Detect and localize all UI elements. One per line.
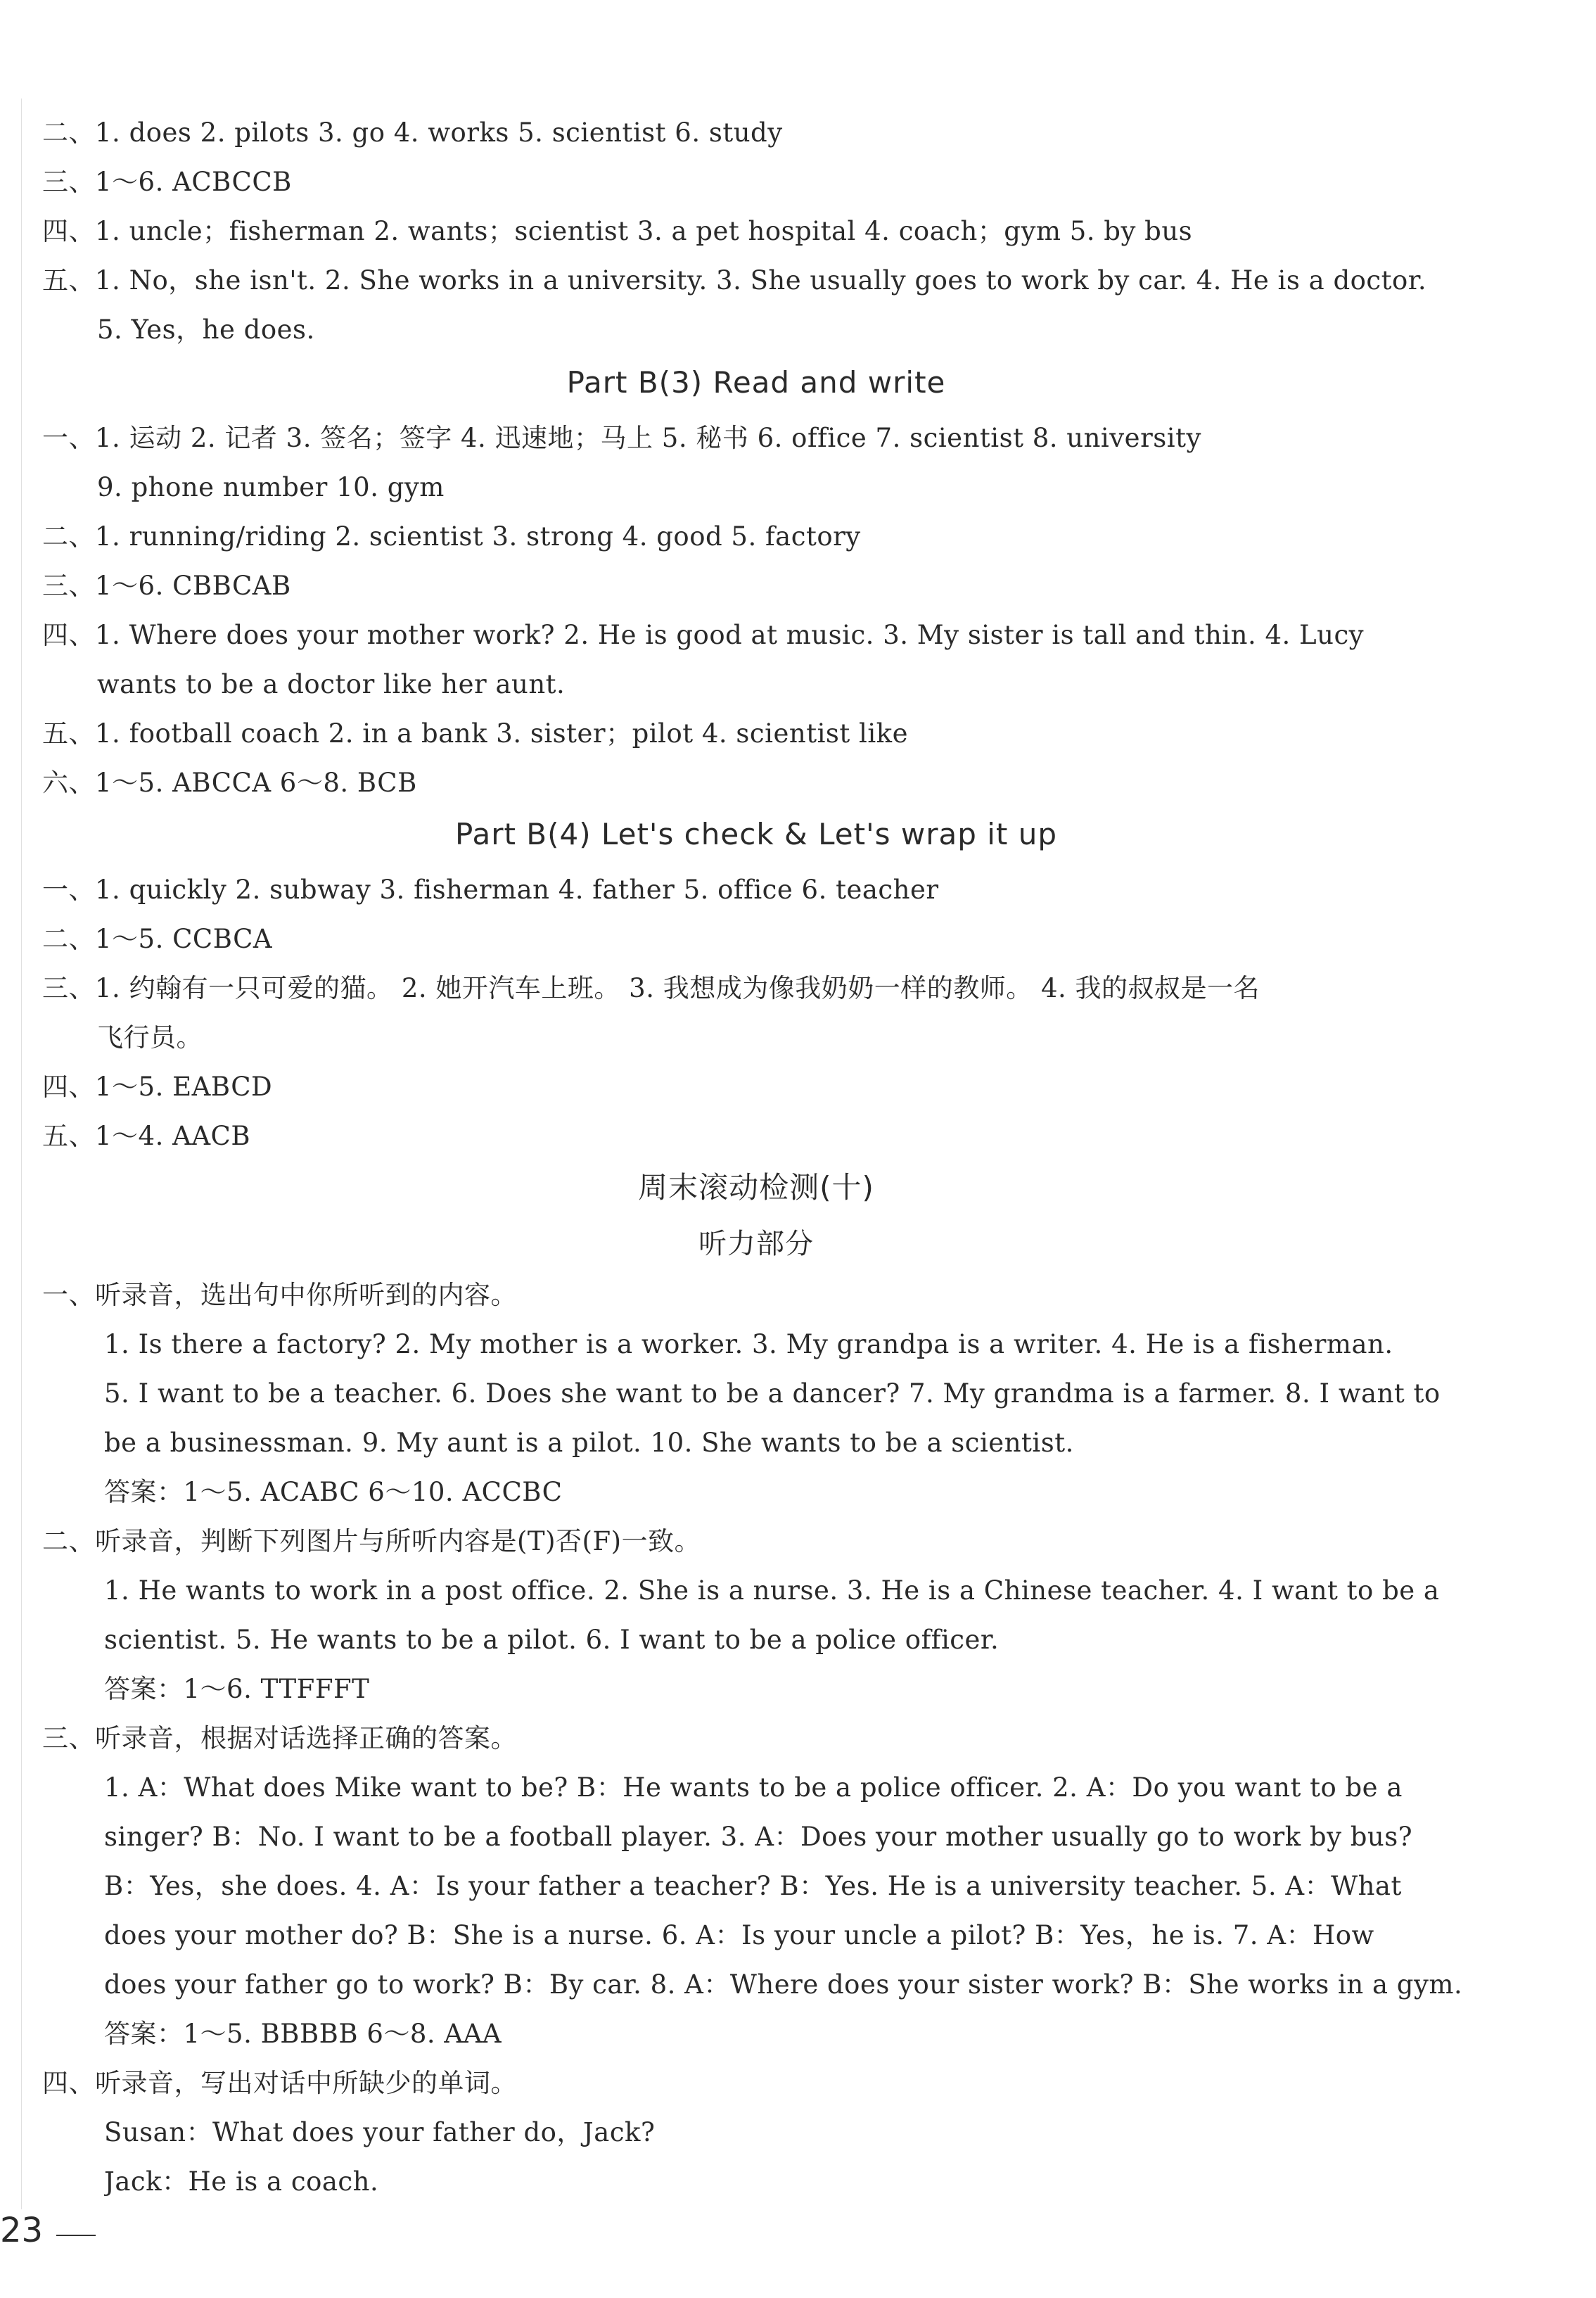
answer-line: 飞行员。 [97,1022,203,1053]
answer-line: 二、1. running/riding 2. scientist 3. strong 4. good 5. factory [42,521,861,552]
transcript-line: 1. Is there a factory? 2. My mother is a worker. 3. My grandpa is a writer. 4. He is a fisherman. [104,1329,1393,1359]
answer-line: 四、1. Where does your mother work? 2. He is good at music. 3. My sister is tall and thin. 4. Lucy [42,620,1365,650]
transcript-line: Jack：He is a coach. [104,2166,379,2197]
answer-line: 5. Yes，he does. [97,315,315,345]
transcript-line: scientist. 5. He wants to be a pilot. 6. I want to be a police officer. [104,1625,1000,1655]
answer-line: 四、1. uncle；fisherman 2. wants；scientist 3. a pet hospital 4. coach；gym 5. by bus [42,216,1193,246]
answer-line: 三、1. 约翰有一只可爱的猫。 2. 她开汽车上班。 3. 我想成为像我奶奶一样的教师。 4. 我的叔叔是一名 [42,973,1260,1003]
test-title: 周末滚动检测(十) [638,1170,874,1205]
answer-line: 三、1～6. CBBCAB [42,571,291,601]
answer-line: 三、1～6. ACBCCB [42,167,292,197]
question-heading: 四、听录音，写出对话中所缺少的单词。 [42,2068,517,2098]
answer-line: 答案：1～6. TTFFFT [104,1674,370,1704]
transcript-line: 5. I want to be a teacher. 6. Does she want to be a dancer? 7. My grandma is a farmer. 8. I want to [104,1378,1441,1409]
answer-line: 五、1. football coach 2. in a bank 3. sister；pilot 4. scientist like [42,718,909,749]
answer-line: 9. phone number 10. gym [97,472,445,502]
transcript-line: B：Yes，she does. 4. A：Is your father a teacher? B：Yes. He is a university teacher. 5. A：What [104,1871,1402,1901]
answer-line: 六、1～5. ABCCA 6～8. BCB [42,768,417,798]
answer-line: 五、1. No，she isn't. 2. She works in a university. 3. She usually goes to work by car. 4. He is a doctor. [42,265,1427,296]
transcript-line: Susan：What does your father do，Jack? [104,2117,656,2147]
section-heading: Part B(4) Let's check & Let's wrap it up [455,817,1057,851]
page-number-rule [56,2235,96,2236]
answer-line: 四、1～5. EABCD [42,1072,273,1102]
answer-line: 五、1～4. AACB [42,1121,251,1151]
answer-line: 二、1. does 2. pilots 3. go 4. works 5. scientist 6. study [42,118,783,148]
page-number: 23 [0,2211,44,2250]
transcript-line: be a businessman. 9. My aunt is a pilot. 10. She wants to be a scientist. [104,1428,1074,1458]
answer-line: wants to be a doctor like her aunt. [97,669,566,699]
transcript-line: does your father go to work? B：By car. 8. A：Where does your sister work? B：She works in a gym. [104,1969,1463,2000]
section-heading: Part B(3) Read and write [566,365,946,400]
transcript-line: 1. A：What does Mike want to be? B：He wants to be a police officer. 2. A：Do you want to be a [104,1772,1403,1803]
margin-rule [21,99,22,2209]
test-subtitle: 听力部分 [698,1228,814,1260]
answer-line: 一、1. 运动 2. 记者 3. 签名；签字 4. 迅速地；马上 5. 秘书 6. office 7. scientist 8. university [42,423,1201,453]
transcript-line: does your mother do? B：She is a nurse. 6. A：Is your uncle a pilot? B：Yes，he is. 7. A：How [104,1920,1374,1950]
answer-line: 二、1～5. CCBCA [42,924,273,954]
transcript-line: 1. He wants to work in a post office. 2. She is a nurse. 3. He is a Chinese teacher. 4. I want to be a [104,1575,1440,1606]
question-heading: 二、听录音，判断下列图片与所听内容是(T)否(F)一致。 [42,1526,701,1556]
question-heading: 三、听录音，根据对话选择正确的答案。 [42,1723,517,1753]
question-heading: 一、听录音，选出句中你所听到的内容。 [42,1280,517,1310]
answer-line: 一、1. quickly 2. subway 3. fisherman 4. father 5. office 6. teacher [42,875,939,905]
answer-line: 答案：1～5. BBBBB 6～8. AAA [104,2019,502,2049]
answer-line: 答案：1～5. ACABC 6～10. ACCBC [104,1477,563,1507]
transcript-line: singer? B：No. I want to be a football player. 3. A：Does your mother usually go to work by bus? [104,1822,1413,1852]
